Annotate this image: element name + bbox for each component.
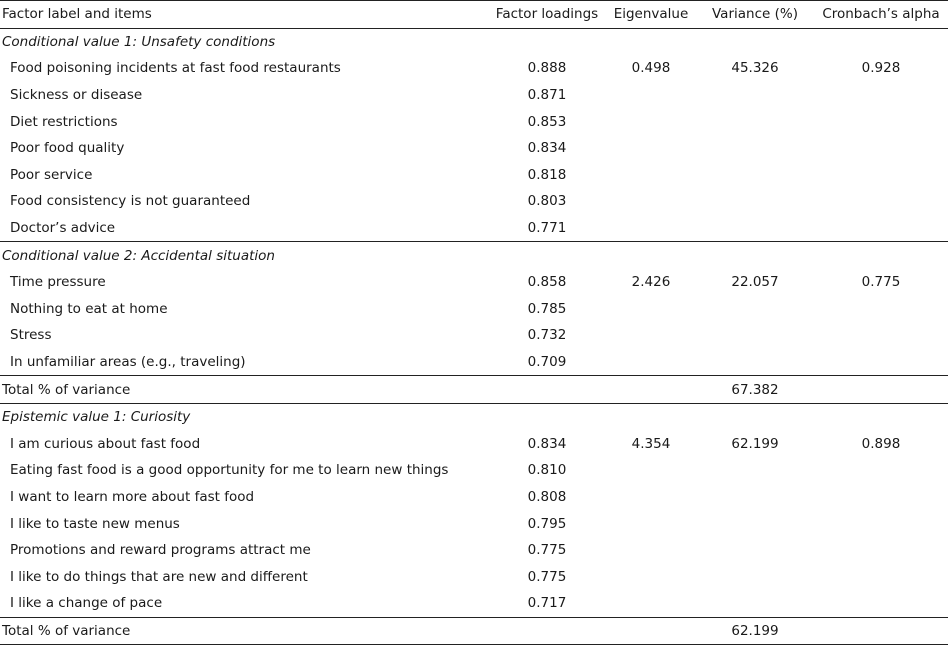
eigenvalue-cell	[606, 162, 696, 189]
header-eigenvalue: Eigenvalue	[606, 1, 696, 29]
factor-loading-cell: 0.853	[527, 113, 567, 130]
eigenvalue-cell	[606, 215, 696, 242]
variance-cell	[696, 322, 814, 349]
factor-loading-cell: 0.858	[527, 274, 567, 291]
item-label: Sickness or disease	[10, 87, 143, 104]
table-row	[0, 431, 948, 458]
cronbach-alpha-cell	[814, 457, 948, 484]
item-label: Poor service	[10, 166, 93, 183]
table-row	[0, 55, 948, 82]
variance-cell	[696, 537, 814, 564]
section-header-row	[0, 242, 948, 269]
table-row	[0, 108, 948, 135]
variance-cell	[696, 215, 814, 242]
eigenvalue-cell	[606, 563, 696, 590]
eigenvalue-cell	[606, 457, 696, 484]
item-label: Nothing to eat at home	[10, 300, 168, 317]
table-row	[0, 269, 948, 296]
item-label: Diet restrictions	[10, 113, 118, 130]
variance-cell	[696, 484, 814, 511]
cronbach-alpha-cell	[814, 537, 948, 564]
cronbach-alpha-cell	[814, 108, 948, 135]
variance-cell: 45.326	[731, 60, 779, 77]
cronbach-alpha-cell: 0.928	[861, 60, 901, 77]
eigenvalue-cell	[606, 349, 696, 376]
section-header-row	[0, 403, 948, 430]
cronbach-alpha-cell	[814, 162, 948, 189]
item-label: Food consistency is not guaranteed	[10, 193, 251, 210]
total-label: Total % of variance	[0, 617, 488, 645]
table-row	[0, 296, 948, 323]
cronbach-alpha-cell	[814, 82, 948, 109]
variance-cell: 62.199	[696, 617, 814, 645]
cronbach-alpha-cell: 0.898	[861, 435, 901, 452]
item-label: I like to taste new menus	[10, 515, 180, 532]
item-label: Food poisoning incidents at fast food restaurants	[10, 60, 341, 77]
variance-cell	[696, 82, 814, 109]
factor-loading-cell: 0.732	[527, 327, 567, 344]
table-row	[0, 82, 948, 109]
header-factor-label: Factor label and items	[0, 1, 488, 29]
factor-loading-cell: 0.808	[527, 488, 567, 505]
cronbach-alpha-cell	[814, 135, 948, 162]
eigenvalue-cell: 2.426	[631, 274, 671, 291]
table-row	[0, 322, 948, 349]
cronbach-alpha-cell	[814, 188, 948, 215]
eigenvalue-cell	[606, 188, 696, 215]
eigenvalue-cell	[606, 590, 696, 617]
variance-cell	[696, 162, 814, 189]
item-label: I like a change of pace	[10, 595, 163, 612]
eigenvalue-cell	[606, 108, 696, 135]
total-variance-row	[0, 617, 948, 645]
table-row	[0, 162, 948, 189]
factor-loading-cell: 0.818	[527, 166, 567, 183]
factor-loading-cell: 0.771	[527, 220, 567, 237]
item-label: Poor food quality	[10, 140, 125, 157]
table-row	[0, 537, 948, 564]
factor-loading-cell: 0.775	[527, 542, 567, 559]
table-row	[0, 563, 948, 590]
variance-cell: 22.057	[731, 274, 779, 291]
header-factor-loadings: Factor loadings	[488, 1, 606, 29]
variance-cell	[696, 563, 814, 590]
factor-loading-cell: 0.888	[527, 60, 567, 77]
table-row	[0, 590, 948, 617]
factor-loading-cell: 0.785	[527, 300, 567, 317]
section-title: Conditional value 2: Accidental situation	[0, 242, 948, 269]
item-label: I am curious about fast food	[10, 435, 201, 452]
cronbach-alpha-cell	[814, 563, 948, 590]
factor-loading-cell: 0.795	[527, 515, 567, 532]
section-title: Conditional value 1: Unsafety conditions	[2, 33, 276, 50]
variance-cell	[696, 590, 814, 617]
total-label: Total % of variance	[0, 376, 488, 404]
factor-loading-cell: 0.834	[527, 435, 567, 452]
item-label: Doctor’s advice	[10, 220, 116, 237]
cronbach-alpha-cell	[814, 296, 948, 323]
eigenvalue-cell	[606, 617, 696, 645]
item-label: In unfamiliar areas (e.g., traveling)	[10, 354, 246, 371]
header-row	[0, 1, 948, 29]
eigenvalue-cell	[606, 82, 696, 109]
eigenvalue-cell	[606, 484, 696, 511]
section-header-row	[0, 28, 948, 55]
factor-loading-cell: 0.709	[527, 354, 567, 371]
eigenvalue-cell	[606, 322, 696, 349]
variance-cell	[696, 296, 814, 323]
eigenvalue-cell: 0.498	[631, 60, 671, 77]
factor-loading-cell: 0.775	[527, 568, 567, 585]
factor-loading-cell: 0.717	[527, 595, 567, 612]
factor-loading-cell	[488, 617, 606, 645]
item-label: Stress	[10, 327, 52, 344]
cronbach-alpha-cell	[814, 215, 948, 242]
item-label: I like to do things that are new and different	[10, 568, 308, 585]
factor-loading-cell	[488, 376, 606, 404]
header-variance: Variance (%)	[696, 1, 814, 29]
variance-cell	[696, 510, 814, 537]
section-title: Epistemic value 1: Curiosity	[0, 403, 948, 430]
eigenvalue-cell	[606, 296, 696, 323]
cronbach-alpha-cell	[814, 484, 948, 511]
eigenvalue-cell: 4.354	[631, 435, 671, 452]
variance-cell	[696, 135, 814, 162]
header-cronbach-alpha: Cronbach’s alpha	[814, 1, 948, 29]
cronbach-alpha-cell	[814, 376, 948, 404]
factor-loading-cell: 0.803	[527, 193, 567, 210]
variance-cell: 62.199	[731, 435, 779, 452]
eigenvalue-cell	[606, 510, 696, 537]
factor-loading-cell: 0.810	[527, 462, 567, 479]
item-label: Time pressure	[10, 274, 106, 291]
table-row	[0, 135, 948, 162]
cronbach-alpha-cell: 0.775	[861, 274, 901, 291]
cronbach-alpha-cell	[814, 510, 948, 537]
cronbach-alpha-cell	[814, 617, 948, 645]
table-header	[0, 1, 948, 29]
cronbach-alpha-cell	[814, 349, 948, 376]
table-row	[0, 457, 948, 484]
cronbach-alpha-cell	[814, 322, 948, 349]
eigenvalue-cell	[606, 376, 696, 404]
item-label: I want to learn more about fast food	[10, 488, 255, 505]
table-row	[0, 484, 948, 511]
total-variance-row	[0, 376, 948, 404]
variance-cell	[696, 188, 814, 215]
factor-loading-cell: 0.834	[527, 140, 567, 157]
variance-cell	[696, 108, 814, 135]
variance-cell: 67.382	[696, 376, 814, 404]
variance-cell	[696, 349, 814, 376]
table-body	[0, 28, 948, 645]
table-row	[0, 188, 948, 215]
eigenvalue-cell	[606, 135, 696, 162]
table-row	[0, 349, 948, 376]
table-row	[0, 215, 948, 242]
item-label: Promotions and reward programs attract me	[10, 542, 311, 559]
eigenvalue-cell	[606, 537, 696, 564]
item-label: Eating fast food is a good opportunity for me to learn new things	[10, 462, 449, 479]
cronbach-alpha-cell	[814, 590, 948, 617]
table-row	[0, 510, 948, 537]
variance-cell	[696, 457, 814, 484]
factor-loading-cell: 0.871	[527, 87, 567, 104]
